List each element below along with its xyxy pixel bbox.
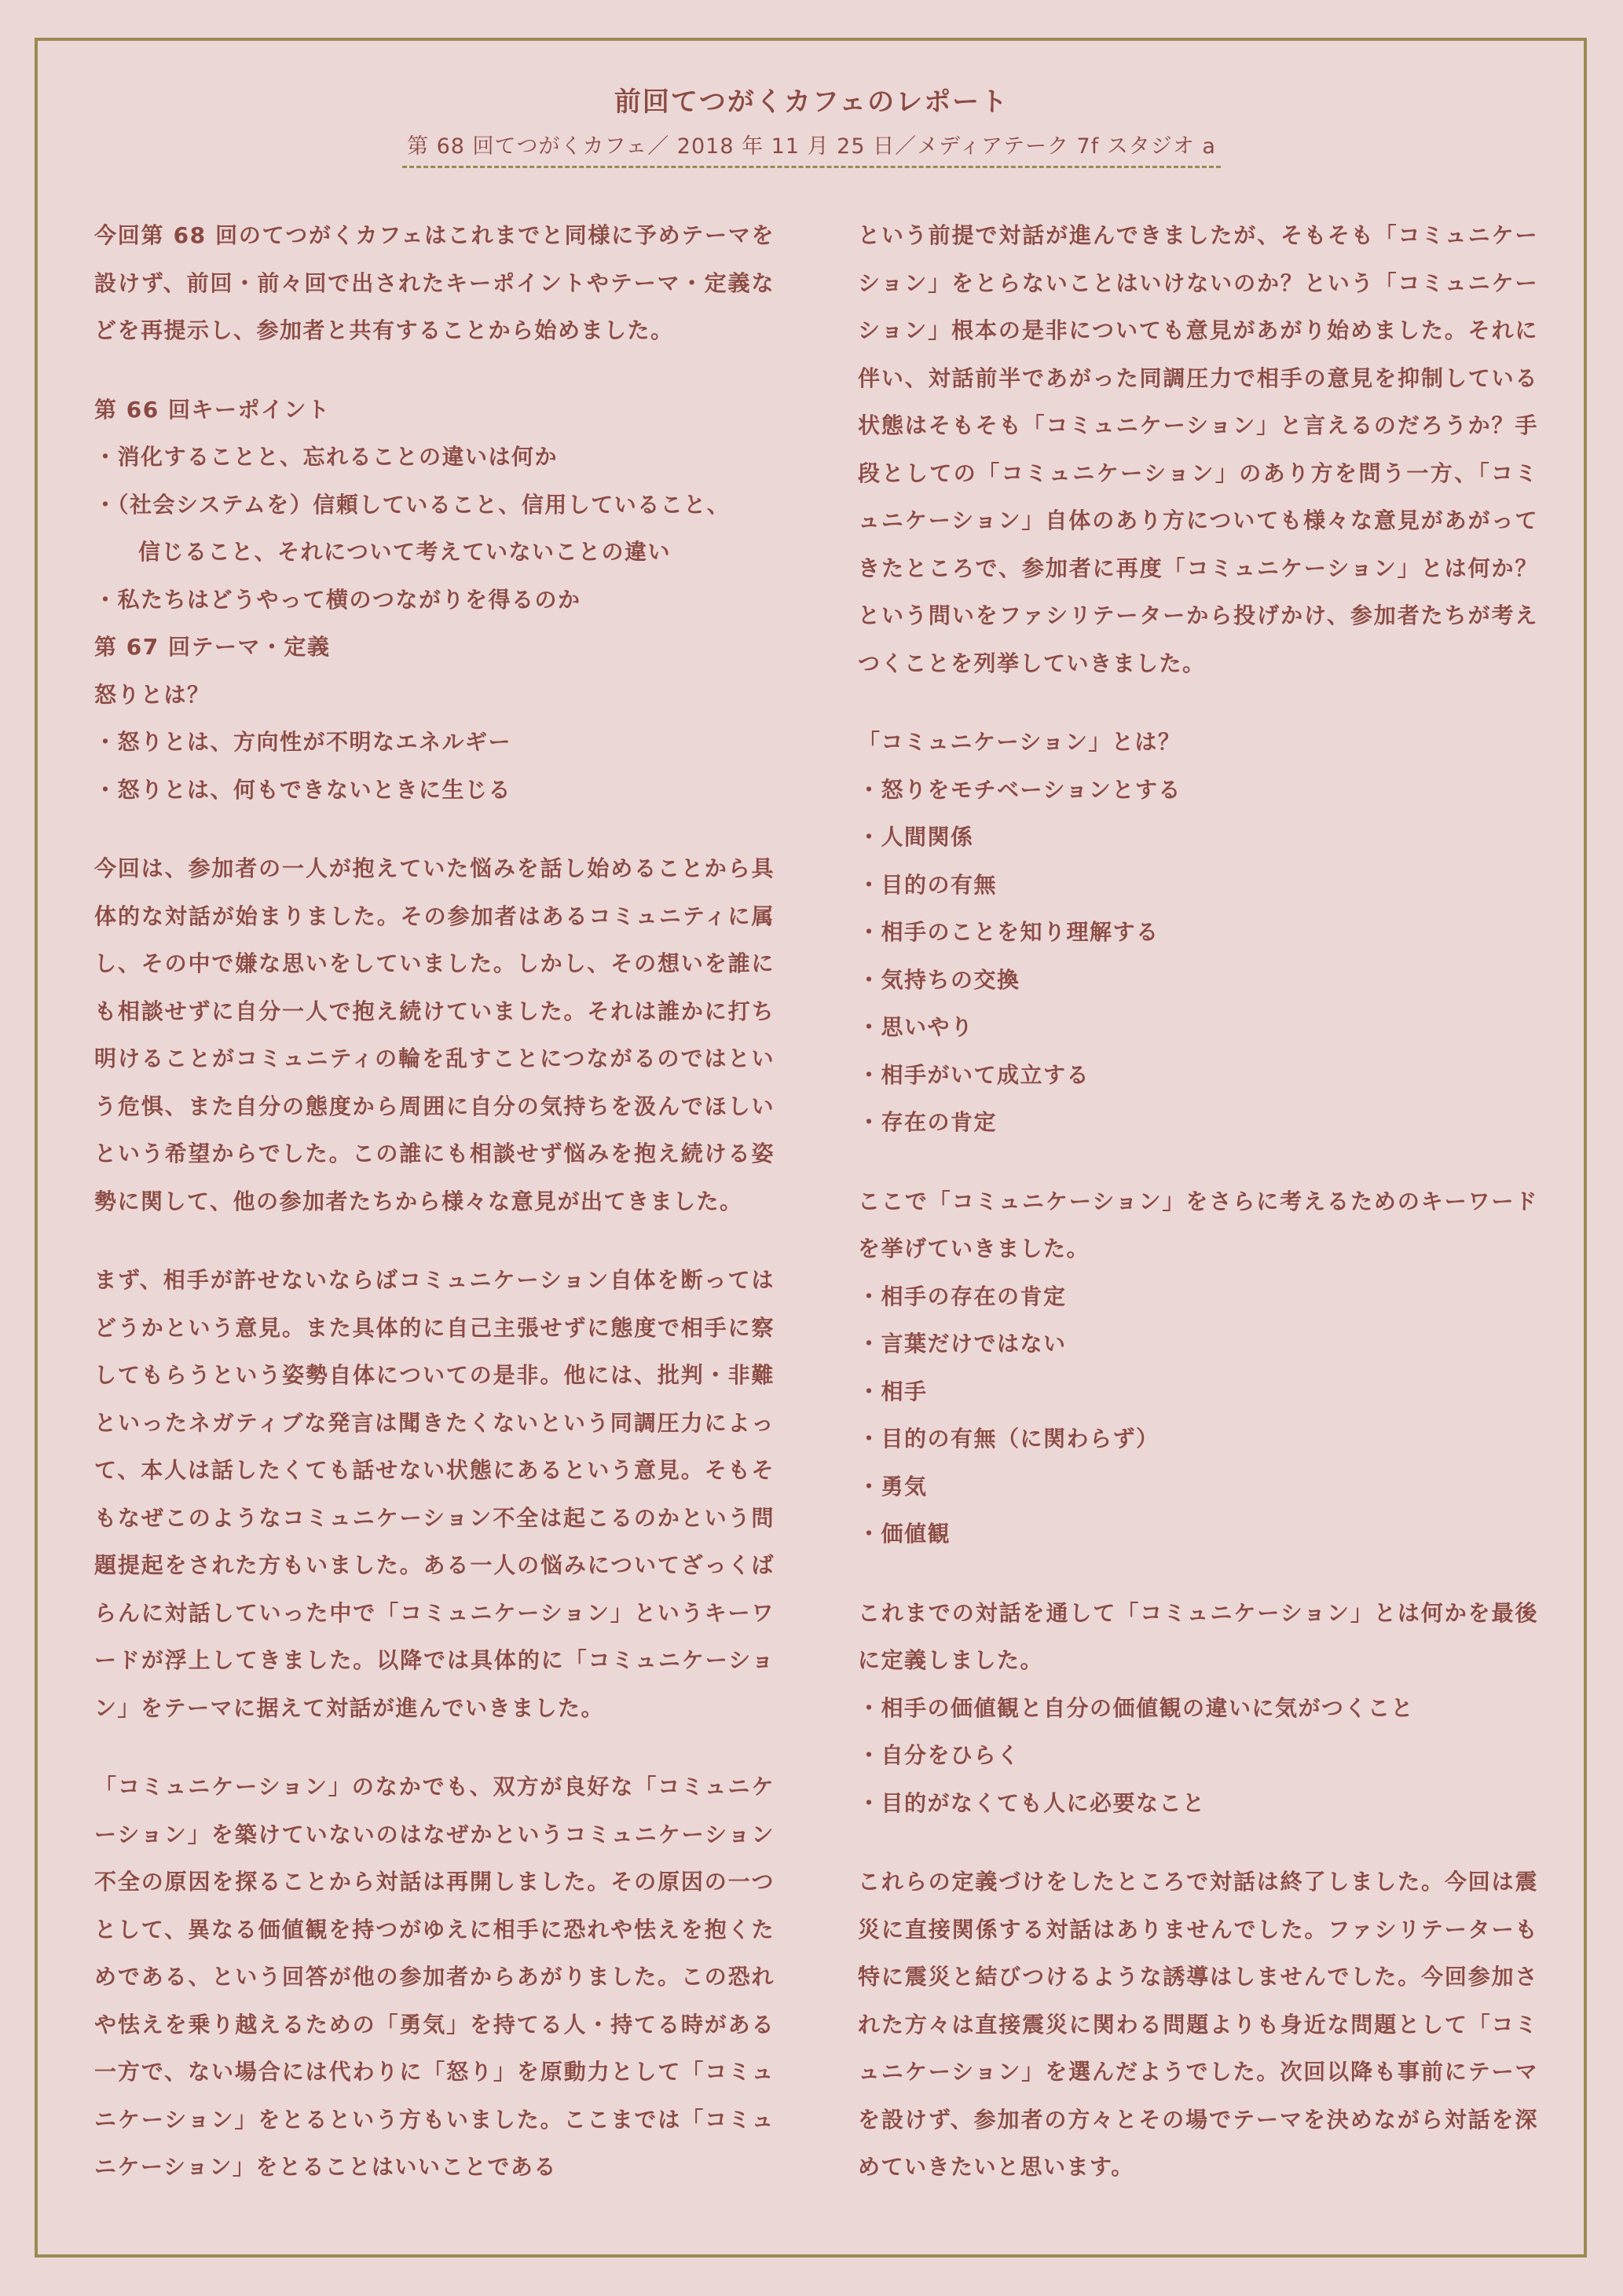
list-item: ・存在の肯定 xyxy=(858,1109,998,1135)
list-item-continued: 信じること、それについて考えていないことの違い xyxy=(138,539,671,565)
list-item: ・目的がなくても人に必要なこと xyxy=(858,1789,1206,1816)
body-paragraph: 今回は、参加者の一人が抱えていた悩みを話し始めることから具体的な対話が始まりました。その参加者はあるコミュニティに属し、その中で嫌な思いをしていました。しかし、その想いを誰にも相談せずに自分一人で抱え続けていました。それは誰かに打ち明けることがコミュニティの輪を乱すことにつながるのではという危惧、また自分の態度から周囲に自分の気持ちを汲んでほしいという希望からでした。この誰にも相談せず悩みを抱え続ける姿勢に関して、他の参加者たちから様々な意見が出てきました。 xyxy=(94,855,775,1214)
list-item: ・相手のことを知り理解する xyxy=(858,919,1160,945)
list-item: ・気持ちの交換 xyxy=(858,966,1020,993)
list-item: ・相手の存在の肯定 xyxy=(858,1283,1067,1309)
list-item: ・価値観 xyxy=(858,1521,951,1547)
page-subtitle: 第 68 回てつがくカフェ／ 2018 年 11 月 25 日／メディアテーク 7f スタジオ a xyxy=(402,129,1221,168)
list-item: ・怒りをモチベーションとする xyxy=(858,776,1182,803)
left-column xyxy=(94,212,775,2192)
list-item: ・怒りとは、方向性が不明なエネルギー xyxy=(94,729,512,755)
list-item: ・私たちはどうやって横のつながりを得るのか xyxy=(94,586,581,613)
list-item: ・思いやり xyxy=(858,1014,974,1040)
list-item: ・勇気 xyxy=(858,1473,928,1500)
list-item: ・相手の価値観と自分の価値観の違いに気がつくこと xyxy=(858,1694,1415,1721)
theme-67-subheading: 怒りとは？ xyxy=(94,681,211,708)
body-paragraph: これまでの対話を通して「コミュニケーション」とは何かを最後に定義しました。 xyxy=(858,1599,1538,1673)
page-title: 前回てつがくカフェのレポート xyxy=(614,86,1009,118)
body-paragraph: という前提で対話が進んできましたが、そもそも「コミュニケーション」をとらないことはいけないのか？という「コミュニケーション」根本の是非についても意見があがり始めました。それに伴い、対話前半であがった同調圧力で相手の意見を抑制している状態はそもそも「コミュニケーション」と言えるのだろうか？手段としての「コミュニケーション」のあり方を問う一方、「コミュニケーション」自体のあり方についても様々な意見があがってきたところで、参加者に再度「コミュニケーション」とは何か？という問いをファシリテーターから投げかけ、参加者たちが考えつくことを列挙していきました。 xyxy=(858,222,1538,676)
keypoint-66-heading: 第 66 回キーポイント xyxy=(94,396,331,423)
body-paragraph: 「コミュニケーション」のなかでも、双方が良好な「コミュニケーション」を築けていないのはなぜかというコミュニケーション不全の原因を探ることから対話は再開しました。その原因の一つとして、異なる価値観を持つがゆえに相手に恐れや怯えを抱くためである、という回答が他の参加者からあがりました。この恐れや怯えを乗り越えるための「勇気」を持てる人・持てる時がある一方で、ない場合には代わりに「怒り」を原動力として「コミュニケーション」をとるという方もいました。ここまでは「コミュニケーション」をとることはいいことである xyxy=(94,1774,775,2180)
right-column xyxy=(858,212,1538,2192)
list-item: ・（社会システムを）信頼していること、信用していること、 xyxy=(94,491,731,518)
theme-67-heading: 第 67 回テーマ・定義 xyxy=(94,634,331,660)
list-item: ・消化することと、忘れることの違いは何か xyxy=(94,444,559,470)
list-item: ・目的の有無 xyxy=(858,871,998,898)
list-item: ・相手がいて成立する xyxy=(858,1061,1090,1088)
list-item: ・相手 xyxy=(858,1378,928,1404)
list-item: ・怒りとは、何もできないときに生じる xyxy=(94,776,512,803)
body-paragraph: まず、相手が許せないならばコミュニケーション自体を断ってはどうかという意見。また具体的に自己主張せずに態度で相手に察してもらうという姿勢自体についての是非。他には、批判・非難といったネガティブな発言は聞きたくないという同調圧力によって、本人は話したくても話せない状態にあるという意見。そもそもなぜこのようなコミュニケーション不全は起こるのかという問題提起をされた方もいました。ある一人の悩みについてざっくばらんに対話していった中で「コミュニケーション」というキーワードが浮上してきました。以降では具体的に「コミュニケーション」をテーマに据えて対話が進んでいきました。 xyxy=(94,1267,775,1721)
list-item: ・人間関係 xyxy=(858,824,974,850)
list-item: ・言葉だけではない xyxy=(858,1331,1067,1357)
subtitle-container xyxy=(0,129,1623,168)
closing-paragraph: これらの定義づけをしたところで対話は終了しました。今回は震災に直接関係する対話はありませんでした。ファシリテーターも特に震災と結びつけるような誘導はしませんでした。今回参加された方々は直接震災に関わる問題よりも身近な問題として「コミュニケーション」を選んだようでした。次回以降も事前にテーマを設けず、参加者の方々とその場でテーマを決めながら対話を深めていきたいと思います。 xyxy=(858,1869,1538,2180)
list-item: ・目的の有無（に関わらず） xyxy=(858,1426,1160,1452)
body-paragraph: ここで「コミュニケーション」をさらに考えるためのキーワードを挙げていきました。 xyxy=(858,1188,1538,1262)
list-item: ・自分をひらく xyxy=(858,1742,1020,1768)
intro-paragraph: 今回第 68 回のてつがくカフェはこれまでと同様に予めテーマを設けず、前回・前々回で出されたキーポイントやテーマ・定義などを再提示し、参加者と共有することから始めました。 xyxy=(94,222,775,343)
communication-heading: 「コミュニケーション」とは？ xyxy=(858,729,1182,755)
